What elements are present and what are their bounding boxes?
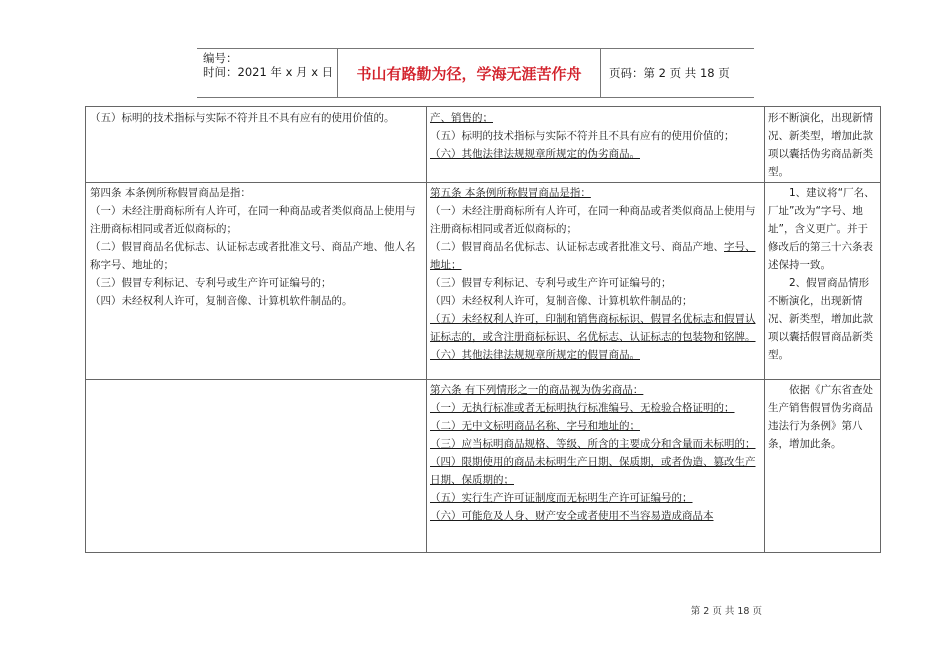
row2-left-cell (90, 184, 422, 310)
column-divider (764, 107, 765, 552)
article-number: 第五条 本条例所称假冒商品是指： (430, 187, 591, 199)
comparison-table (85, 106, 881, 553)
text-line: （二）假冒商品名优标志、认证标志或者批准文号、商品产地、他人名称字号、地址的； (90, 241, 416, 271)
text-line: 第六条 有下列情形之一的商品视为伪劣商品： (430, 384, 644, 396)
text-line: （四）限期使用的商品未标明生产日期、保质期，或者伪造、篡改生产日期、保质期的； (430, 456, 756, 486)
text-fragment: （二）假冒商品名优标志、认证标志或者批准文号、商品产地、 (430, 241, 724, 253)
text-line: 依据《广东省查处生产销售假冒伪劣商品违法行为条例》第八条，增加此条。 (768, 384, 873, 450)
text-line: （四）未经权利人许可，复制音像、计算机软件制品的。 (90, 295, 353, 307)
page-header (197, 48, 754, 98)
number-label: 编号： (203, 51, 238, 65)
text-line: （一）无执行标准或者无标明执行标准编号、无检验合格证明的； (430, 402, 735, 414)
header-page-label: 页码：第 2 页 共 18 页 (609, 66, 730, 80)
row3-right-cell (768, 381, 878, 453)
text-line: 1、建议将“厂名、厂址”改为“字号、地址”，含义更广。并于修改后的第三十六条表述保持一致。 (768, 187, 875, 271)
text-line: （六）可能危及人身、财产安全或者使用不当容易造成商品本 (430, 510, 714, 522)
text-line (430, 184, 760, 202)
text-line: （五）标明的技术指标与实际不符并且不具有应有的使用价值的。 (90, 112, 395, 124)
row-divider (86, 379, 880, 380)
text-line: 产、销售的； (430, 112, 493, 124)
text-line: （五）实行生产许可证制度而无标明生产许可证编号的； (430, 492, 693, 504)
text-line: 形不断演化，出现新情况、新类型，增加此款项以囊括伪劣商品新类型。 (768, 112, 873, 178)
text-line: （五）标明的技术指标与实际不符并且不具有应有的使用价值的； (430, 130, 735, 142)
text-line: 2、假冒商品情形不断演化，出现新情况、新类型，增加此款项以囊括假冒商品新类型。 (768, 277, 873, 361)
row1-left-cell (90, 109, 422, 127)
row2-right-cell (768, 184, 878, 364)
row1-right-cell (768, 109, 878, 181)
text-line: 第四条 本条例所称假冒商品是指： (90, 187, 251, 199)
text-line: （一）未经注册商标所有人许可，在同一种商品或者类似商品上使用与注册商标相同或者近似商标的； (90, 205, 416, 235)
time-label: 时间：2021 年 x 月 x 日 (203, 65, 334, 79)
text-line: （三）假冒专利标记、专利号或生产许可证编号的； (90, 277, 332, 289)
text-line: （六）其他法律法规规章所规定的假冒商品。 (430, 349, 640, 361)
row1-mid-cell (430, 109, 760, 163)
text-line: （一）未经注册商标所有人许可，在同一种商品或者类似商品上使用与注册商标相同或者近似商标的； (430, 205, 756, 235)
text-line: （四）未经权利人许可，复制音像、计算机软件制品的； (430, 295, 693, 307)
row3-mid-cell (430, 381, 760, 525)
page-footer: 第 2 页 共 18 页 (690, 606, 762, 617)
text-line: （三）假冒专利标记、专利号或生产许可证编号的； (430, 277, 672, 289)
text-line: （五）未经权利人许可，印制和销售商标标识、假冒名优标志和假冒认证标志的，或含注册商标标识、名优标志、认证标志的包装物和铭牌。 (430, 313, 756, 343)
text-line (430, 238, 760, 274)
row2-mid-cell (430, 184, 760, 364)
text-line: （二）无中文标明商品名称、字号和地址的； (430, 420, 640, 432)
header-meta (197, 49, 338, 97)
text-line: （三）应当标明商品规格、等级、所含的主要成分和含量而未标明的； (430, 438, 756, 450)
header-motto: 书山有路勤为径，学海无涯苦作舟 (338, 49, 601, 97)
column-divider (426, 107, 427, 552)
row-divider (86, 182, 880, 183)
text-fragment: 字号、地址； (430, 241, 756, 271)
text-line: （六）其他法律法规规章所规定的伪劣商品。 (430, 148, 640, 160)
